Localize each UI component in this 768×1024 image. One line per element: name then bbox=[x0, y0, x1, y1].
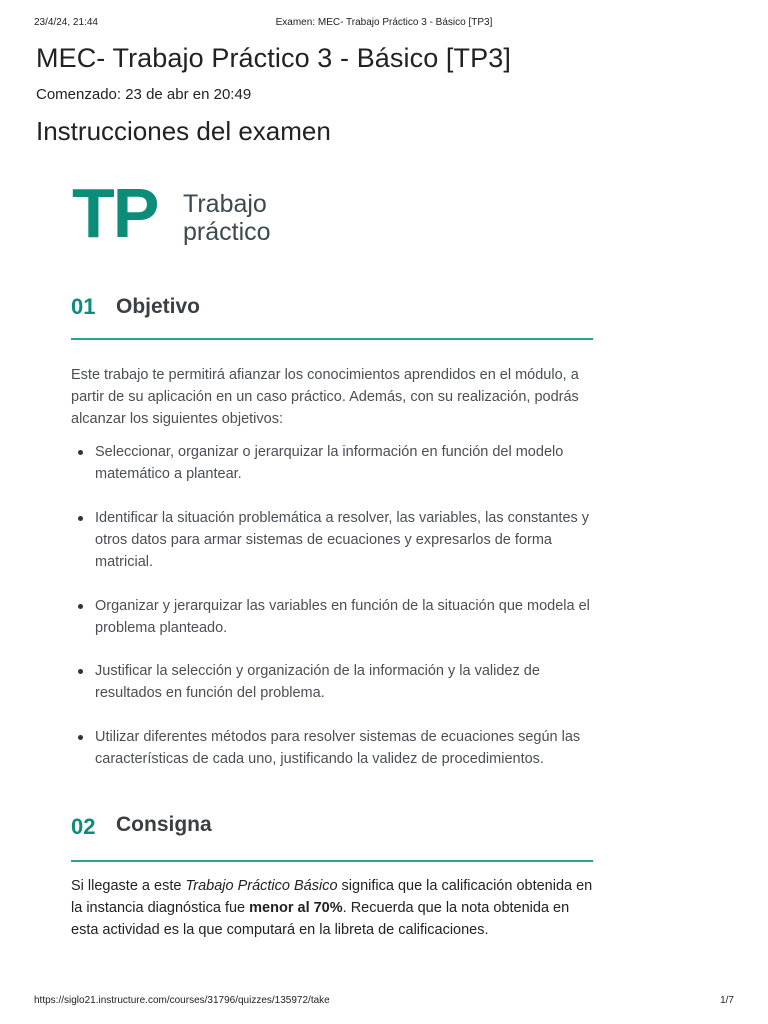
quiz-started-date: Comenzado: 23 de abr en 20:49 bbox=[36, 86, 252, 103]
section-number: 01 bbox=[71, 294, 96, 319]
print-header bbox=[34, 17, 734, 31]
bullet-dot-icon bbox=[78, 516, 83, 521]
section-number: 02 bbox=[71, 814, 96, 839]
list-item: Utilizar diferentes métodos para resolver sistemas de ecuaciones según las características de cada uno, justificando la validez de procedimientos. bbox=[71, 726, 601, 770]
print-doc-title: Examen: MEC- Trabajo Práctico 3 - Básico [TP3] bbox=[275, 17, 493, 28]
tp-logo-line2: práctico bbox=[183, 218, 271, 246]
section-divider bbox=[71, 338, 593, 340]
print-page-number: 1/7 bbox=[720, 995, 734, 1006]
section-divider bbox=[71, 860, 593, 862]
list-item: Organizar y jerarquizar las variables en función de la situación que modela el problema planteado. bbox=[71, 595, 601, 639]
quiz-title: MEC- Trabajo Práctico 3 - Básico [TP3] bbox=[36, 43, 511, 73]
tp-logo-line1: Trabajo bbox=[183, 190, 267, 218]
tp-logo-text bbox=[183, 190, 271, 246]
section-label: Consigna bbox=[116, 813, 212, 836]
bullet-dot-icon bbox=[78, 604, 83, 609]
print-datetime: 23/4/24, 21:44 bbox=[34, 17, 98, 28]
consigna-paragraph: Si llegaste a este Trabajo Práctico Básico significa que la calificación obtenida en la instancia diagnóstica fue menor al 70%. Recuerda que la nota obtenida en esta actividad es la que computará en la libreta de calificaciones. bbox=[71, 878, 593, 938]
bullet-dot-icon bbox=[78, 450, 83, 455]
list-item: Justificar la selección y organización de la información y la validez de resultados en función del problema. bbox=[71, 660, 601, 704]
instructions-title: Instrucciones del examen bbox=[36, 116, 331, 146]
tp-logo-mark: TP bbox=[72, 174, 158, 252]
bullet-dot-icon bbox=[78, 735, 83, 740]
print-footer bbox=[34, 995, 734, 1009]
bullet-dot-icon bbox=[78, 669, 83, 674]
list-item: Seleccionar, organizar o jerarquizar la información en función del modelo matemático a plantear. bbox=[71, 441, 601, 485]
print-url: https://siglo21.instructure.com/courses/31796/quizzes/135972/take bbox=[34, 995, 330, 1006]
objetivo-intro: Este trabajo te permitirá afianzar los conocimientos aprendidos en el módulo, a partir de su aplicación en un caso práctico. Además, con su realización, podrás alcanzar los siguientes objetivos: bbox=[71, 367, 579, 427]
section-label: Objetivo bbox=[116, 295, 201, 318]
list-item: Identificar la situación problemática a resolver, las variables, las constantes y otros datos para armar sistemas de ecuaciones y expresarlos de forma matricial. bbox=[71, 507, 601, 573]
